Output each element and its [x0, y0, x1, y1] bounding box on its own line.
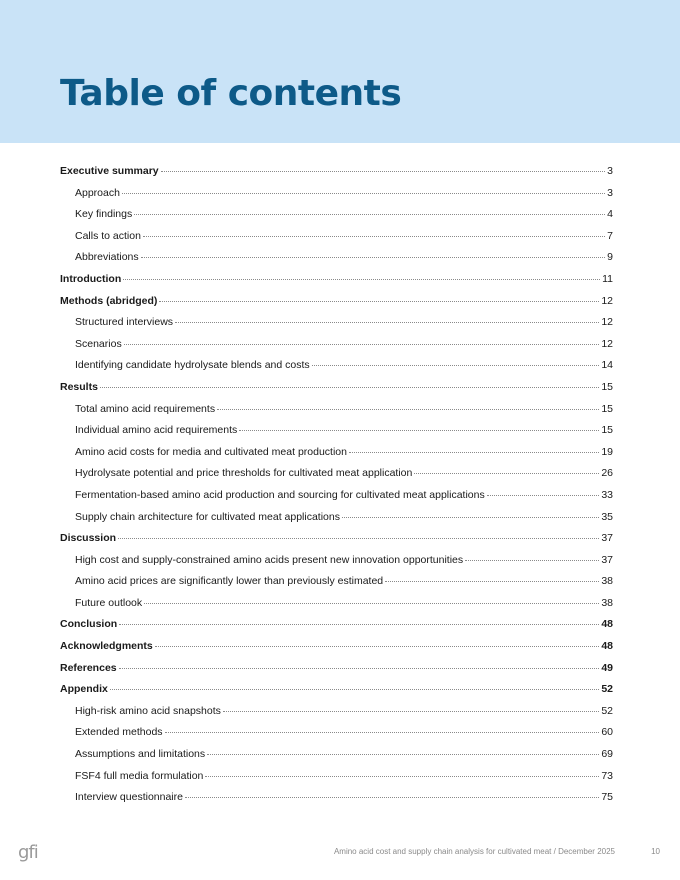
- toc-entry-label: Supply chain architecture for cultivated meat applications: [75, 510, 340, 523]
- toc-entry-page-number: 11: [602, 272, 613, 285]
- toc-entry-label: High cost and supply-constrained amino acids present new innovation opportunities: [75, 553, 464, 566]
- toc-entry-page-number: 52: [601, 683, 613, 696]
- toc-dot-leader: [312, 365, 600, 366]
- toc-entry-label: Future outlook: [75, 596, 143, 609]
- toc-dot-leader: [119, 624, 599, 625]
- toc-entry-label: Extended methods: [75, 726, 163, 739]
- toc-entry-page-number: 48: [601, 618, 613, 631]
- footer-page-number: 10: [651, 847, 660, 856]
- toc-subsection-entry[interactable]: [60, 463, 613, 485]
- toc-entry-page-number: 49: [601, 661, 613, 674]
- toc-entry-label: Identifying candidate hydrolysate blends and costs: [75, 359, 310, 372]
- toc-dot-leader: [342, 517, 599, 518]
- toc-subsection-entry[interactable]: [60, 183, 613, 205]
- toc-subsection-entry[interactable]: [60, 355, 613, 377]
- toc-dot-leader: [119, 668, 600, 669]
- toc-dot-leader: [161, 171, 606, 172]
- toc-entry-page-number: 38: [601, 575, 613, 588]
- toc-section-entry[interactable]: [60, 161, 613, 183]
- toc-entry-label: References: [60, 661, 117, 674]
- toc-dot-leader: [122, 193, 605, 194]
- toc-entry-page-number: 60: [601, 726, 613, 739]
- toc-entry-page-number: 12: [601, 294, 613, 307]
- toc-dot-leader: [100, 387, 599, 388]
- toc-entry-page-number: 12: [601, 316, 613, 329]
- toc-entry-label: Acknowledgments: [60, 640, 153, 653]
- toc-entry-page-number: 14: [601, 359, 613, 372]
- toc-entry-label: Total amino acid requirements: [75, 402, 216, 415]
- table-of-contents: [60, 161, 613, 809]
- toc-dot-leader: [223, 711, 599, 712]
- toc-dot-leader: [134, 214, 605, 215]
- toc-entry-page-number: 75: [601, 791, 613, 804]
- toc-dot-leader: [414, 473, 599, 474]
- toc-entry-page-number: 37: [601, 553, 613, 566]
- toc-entry-label: Appendix: [60, 683, 108, 696]
- toc-entry-label: Calls to action: [75, 229, 141, 242]
- toc-entry-label: Executive summary: [60, 165, 159, 177]
- toc-entry-page-number: 73: [601, 769, 613, 782]
- toc-dot-leader: [165, 732, 600, 733]
- toc-entry-label: Key findings: [75, 208, 133, 221]
- toc-entry-page-number: 4: [607, 208, 613, 221]
- toc-subsection-entry[interactable]: [60, 744, 613, 766]
- toc-section-entry[interactable]: [60, 291, 613, 313]
- toc-dot-leader: [349, 452, 599, 453]
- toc-entry-label: Abbreviations: [75, 251, 139, 264]
- toc-entry-label: Conclusion: [60, 618, 118, 631]
- toc-subsection-entry[interactable]: [60, 766, 613, 788]
- toc-subsection-entry[interactable]: [60, 701, 613, 723]
- toc-entry-page-number: 35: [601, 510, 613, 523]
- toc-entry-page-number: 15: [601, 402, 613, 415]
- toc-subsection-entry[interactable]: [60, 593, 613, 615]
- toc-entry-page-number: 38: [601, 596, 613, 609]
- toc-entry-page-number: 48: [601, 640, 613, 653]
- toc-entry-label: Amino acid prices are significantly lower than previously estimated: [75, 575, 384, 588]
- toc-subsection-entry[interactable]: [60, 550, 613, 572]
- toc-entry-label: Interview questionnaire: [75, 791, 183, 804]
- toc-entry-page-number: 69: [601, 748, 613, 761]
- toc-entry-page-number: 15: [601, 424, 613, 437]
- toc-subsection-entry[interactable]: [60, 204, 613, 226]
- toc-subsection-entry[interactable]: [60, 247, 613, 269]
- toc-entry-page-number: 12: [601, 337, 613, 350]
- toc-entry-page-number: 33: [601, 488, 613, 501]
- toc-dot-leader: [385, 581, 599, 582]
- toc-dot-leader: [143, 236, 605, 237]
- toc-dot-leader: [207, 754, 599, 755]
- toc-entry-page-number: 26: [601, 467, 613, 480]
- toc-subsection-entry[interactable]: [60, 507, 613, 529]
- toc-entry-label: Individual amino acid requirements: [75, 424, 238, 437]
- toc-entry-label: Fermentation-based amino acid production and sourcing for cultivated meat applications: [75, 488, 485, 501]
- toc-entry-page-number: 15: [601, 380, 613, 393]
- toc-dot-leader: [124, 344, 600, 345]
- toc-dot-leader: [185, 797, 599, 798]
- toc-dot-leader: [141, 257, 606, 258]
- toc-dot-leader: [487, 495, 600, 496]
- toc-entry-label: Scenarios: [75, 337, 122, 350]
- toc-subsection-entry[interactable]: [60, 334, 613, 356]
- toc-entry-label: Introduction: [60, 272, 122, 285]
- toc-entry-label: Structured interviews: [75, 316, 174, 329]
- toc-dot-leader: [175, 322, 599, 323]
- toc-subsection-entry[interactable]: [60, 722, 613, 744]
- toc-entry-page-number: 19: [601, 445, 613, 458]
- toc-section-entry[interactable]: [60, 636, 613, 658]
- toc-dot-leader: [144, 603, 599, 604]
- toc-entry-page-number: 37: [601, 532, 613, 545]
- toc-subsection-entry[interactable]: [60, 485, 613, 507]
- toc-entry-label: Approach: [75, 186, 120, 199]
- toc-subsection-entry[interactable]: [60, 442, 613, 464]
- toc-dot-leader: [118, 538, 599, 539]
- toc-dot-leader: [155, 646, 600, 647]
- gfi-logo: gfi: [18, 842, 38, 863]
- toc-entry-label: Methods (abridged): [60, 294, 158, 307]
- toc-section-entry[interactable]: [60, 377, 613, 399]
- toc-entry-label: Results: [60, 380, 98, 393]
- toc-section-entry[interactable]: [60, 614, 613, 636]
- toc-entry-label: FSF4 full media formulation: [75, 769, 204, 782]
- page-title: Table of contents: [60, 73, 402, 114]
- toc-subsection-entry[interactable]: [60, 312, 613, 334]
- toc-subsection-entry[interactable]: [60, 571, 613, 593]
- toc-entry-page-number: 7: [607, 229, 613, 242]
- toc-entry-label: Hydrolysate potential and price thresholds for cultivated meat application: [75, 467, 413, 480]
- toc-dot-leader: [465, 560, 599, 561]
- toc-dot-leader: [159, 301, 599, 302]
- toc-subsection-entry[interactable]: [60, 399, 613, 421]
- toc-section-entry[interactable]: [60, 679, 613, 701]
- toc-dot-leader: [110, 689, 599, 690]
- toc-entry-page-number: 9: [607, 251, 613, 264]
- footer-document-title: Amino acid cost and supply chain analysis for cultivated meat / December 2025: [333, 847, 615, 856]
- toc-entry-label: Discussion: [60, 532, 117, 545]
- toc-entry-label: High-risk amino acid snapshots: [75, 704, 221, 717]
- toc-dot-leader: [123, 279, 600, 280]
- toc-section-entry[interactable]: [60, 658, 613, 680]
- toc-section-entry[interactable]: [60, 269, 613, 291]
- toc-subsection-entry[interactable]: [60, 420, 613, 442]
- toc-entry-page-number: 3: [607, 186, 613, 199]
- toc-entry-page-number: 3: [607, 165, 613, 177]
- toc-dot-leader: [239, 430, 599, 431]
- toc-entry-label: Assumptions and limitations: [75, 748, 206, 761]
- toc-dot-leader: [217, 409, 599, 410]
- toc-entry-label: Amino acid costs for media and cultivated meat production: [75, 445, 347, 458]
- toc-subsection-entry[interactable]: [60, 226, 613, 248]
- toc-dot-leader: [205, 776, 599, 777]
- toc-entry-page-number: 52: [601, 704, 613, 717]
- toc-section-entry[interactable]: [60, 528, 613, 550]
- toc-subsection-entry[interactable]: [60, 787, 613, 809]
